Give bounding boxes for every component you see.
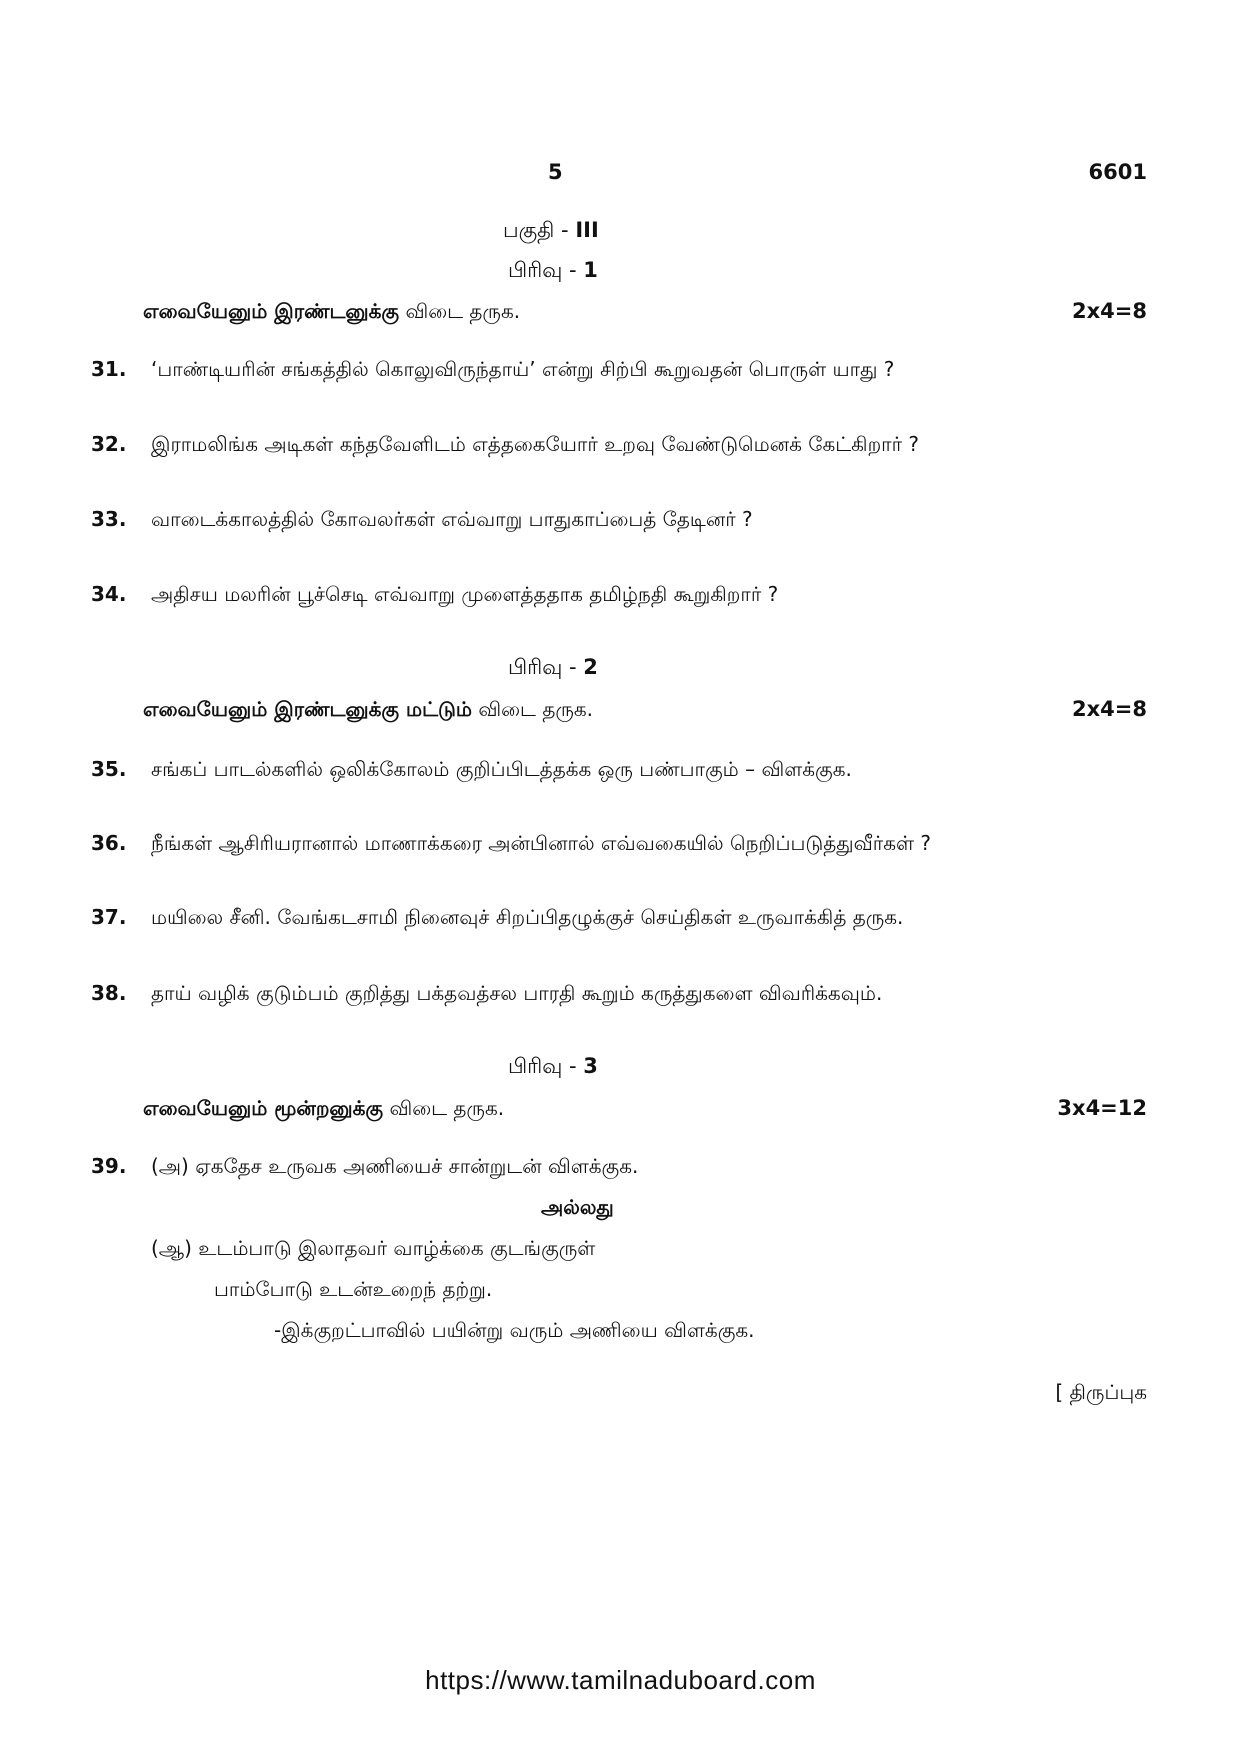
question-text: இராமலிங்க அடிகள் கந்தவேளிடம் எத்தகையோர் உறவு வேண்டுமெனக் கேட்கிறார் ? [151, 432, 920, 456]
question-number: 33. [91, 507, 127, 531]
question-39-option-b-instruction: -இக்குறட்பாவில் பயின்று வரும் அணியை விளக்குக. [274, 1318, 755, 1342]
question-35 [91, 757, 852, 784]
question-text: நீங்கள் ஆசிரியரானால் மாணாக்கரை அன்பினால் எவ்வகையில் நெறிப்படுத்துவீர்கள் ? [151, 831, 932, 855]
section-3-heading [508, 1054, 598, 1081]
section-1-instruction [143, 299, 520, 326]
section-1-number: 1 [583, 258, 598, 282]
section-2-marks: 2x4=8 [1072, 697, 1147, 721]
section-3-instruction [143, 1096, 504, 1123]
question-number: 34. [91, 582, 127, 606]
section-1-marks: 2x4=8 [1072, 299, 1147, 323]
question-36 [91, 831, 931, 858]
question-text: வாடைக்காலத்தில் கோவலர்கள் எவ்வாறு பாதுகாப்பைத் தேடினர் ? [151, 507, 753, 531]
question-39-option-b-line2: பாம்போடு உடன்உறைந் தற்று. [214, 1277, 493, 1301]
section-3-instruction-bold: எவையேனும் மூன்றனுக்கு [143, 1096, 384, 1120]
question-number: 37. [91, 905, 127, 929]
question-39-option-a: (அ) ஏகதேச உருவக அணியைச் சான்றுடன் விளக்குக. [151, 1154, 639, 1178]
section-3-title: பிரிவு - [508, 1054, 584, 1078]
question-number: 38. [91, 981, 127, 1005]
question-text: தாய் வழிக் குடும்பம் குறித்து பக்தவத்சல பாரதி கூறும் கருத்துகளை விவரிக்கவும். [151, 981, 883, 1005]
or-separator: அல்லது [541, 1195, 614, 1219]
section-2-number: 2 [583, 655, 598, 679]
section-2-heading [508, 655, 598, 682]
question-number: 39. [91, 1154, 127, 1178]
question-33 [91, 507, 753, 534]
section-3-number: 3 [583, 1054, 598, 1078]
question-text: சங்கப் பாடல்களில் ஒலிக்கோலம் குறிப்பிடத்தக்க ஒரு பண்பாகும் – விளக்குக. [151, 757, 852, 781]
section-2-instruction-bold: எவையேனும் இரண்டனுக்கு மட்டும் [143, 697, 473, 721]
question-text: அதிசய மலரின் பூச்செடி எவ்வாறு முளைத்ததாக தமிழ்நதி கூறுகிறார் ? [151, 582, 779, 606]
question-number: 31. [91, 357, 127, 381]
question-31 [91, 357, 894, 384]
question-39 [91, 1154, 638, 1181]
section-2-title: பிரிவு - [508, 655, 584, 679]
part-label: பகுதி - [503, 218, 576, 242]
part-numeral: III [575, 218, 599, 242]
section-3-marks: 3x4=12 [1057, 1096, 1147, 1120]
paper-code: 6601 [1088, 160, 1147, 184]
question-34 [91, 582, 778, 609]
question-38 [91, 981, 882, 1008]
question-32 [91, 432, 919, 459]
question-text: ‘பாண்டியரின் சங்கத்தில் கொலுவிருந்தாய்’ என்று சிற்பி கூறுவதன் பொருள் யாது ? [151, 357, 895, 381]
question-text: மயிலை சீனி. வேங்கடசாமி நினைவுச் சிறப்பிதழுக்குச் செய்திகள் உருவாக்கித் தருக. [151, 905, 904, 929]
turn-over-note: [ திருப்புக [1055, 1380, 1147, 1404]
section-1-heading [508, 258, 598, 285]
question-number: 32. [91, 432, 127, 456]
section-2-instruction [143, 697, 593, 724]
question-number: 36. [91, 831, 127, 855]
section-1-title: பிரிவு - [508, 258, 584, 282]
page-number: 5 [548, 160, 563, 184]
question-39-option-b-line1: (ஆ) உடம்பாடு இலாதவர் வாழ்க்கை குடங்குருள் [151, 1236, 596, 1260]
section-1-instruction-bold: எவையேனும் இரண்டனுக்கு [143, 299, 400, 323]
section-1-instruction-rest: விடை தருக. [399, 299, 521, 323]
question-number: 35. [91, 757, 127, 781]
section-2-instruction-rest: விடை தருக. [472, 697, 594, 721]
section-3-instruction-rest: விடை தருக. [383, 1096, 505, 1120]
footer-url[interactable]: https://www.tamilnaduboard.com [425, 1665, 816, 1695]
question-37 [91, 905, 903, 932]
part-heading [503, 218, 599, 245]
